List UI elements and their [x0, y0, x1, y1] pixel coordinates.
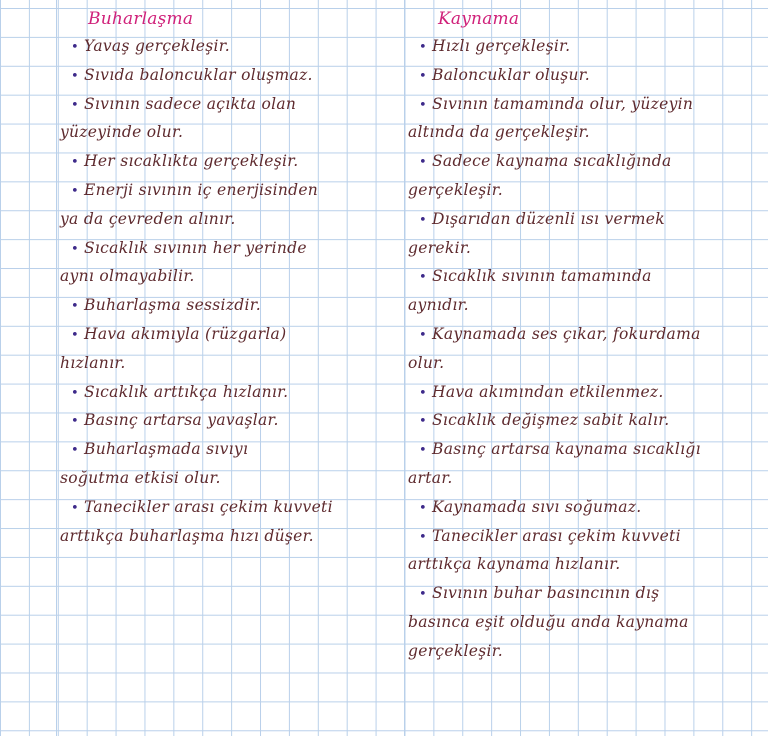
- note-text: altında da gerçekleşir.: [408, 123, 590, 142]
- bullet-item-continuation: [408, 550, 753, 579]
- note-text: Sıcaklık sıvının tamamında: [432, 267, 652, 286]
- bullet-dot-icon: •: [71, 97, 79, 113]
- note-text: Tanecikler arası çekim kuvveti: [432, 526, 681, 545]
- note-text: hızlanır.: [60, 353, 126, 372]
- bullet-dot-icon: •: [71, 443, 79, 459]
- note-text: arttıkça buharlaşma hızı düşer.: [60, 526, 314, 545]
- note-text: Sıcaklık sıvının her yerinde: [84, 238, 307, 257]
- bullet-dot-icon: •: [71, 68, 79, 84]
- bullet-item: [408, 579, 753, 608]
- note-text: Hava akımıyla (rüzgarla): [84, 324, 287, 343]
- bullet-item: [60, 291, 360, 320]
- bullet-dot-icon: •: [71, 241, 79, 257]
- bullet-dot-icon: •: [71, 414, 79, 430]
- note-text: Baloncuklar oluşur.: [432, 65, 591, 84]
- bullet-item: [60, 90, 360, 119]
- bullet-dot-icon: •: [71, 500, 79, 516]
- bullet-dot-icon: •: [71, 299, 79, 315]
- bullet-dot-icon: •: [419, 40, 427, 55]
- note-text: Sıvının buhar basıncının dış: [432, 584, 660, 603]
- bullet-item: [60, 234, 360, 263]
- bullet-item: [408, 320, 753, 349]
- note-text: aynı olmayabilir.: [60, 267, 195, 286]
- bullet-dot-icon: •: [419, 68, 427, 84]
- bullet-item-continuation: [60, 464, 360, 493]
- bullet-dot-icon: •: [419, 155, 427, 171]
- bullet-item: [408, 61, 753, 90]
- bullet-item-continuation: [60, 522, 360, 551]
- note-text: Buharlaşma sessizdir.: [84, 296, 261, 315]
- evaporation-title: Buharlaşma: [88, 9, 194, 29]
- bullet-item: [408, 522, 753, 551]
- note-text: yüzeyinde olur.: [60, 123, 184, 142]
- note-text: Sıvıda baloncuklar oluşmaz.: [84, 65, 313, 84]
- bullet-item: [60, 493, 360, 522]
- bullet-dot-icon: •: [419, 529, 427, 545]
- note-text: Hava akımından etkilenmez.: [432, 382, 664, 401]
- bullet-item: [60, 378, 360, 407]
- evaporation-list: [60, 32, 360, 550]
- bullet-dot-icon: •: [71, 183, 79, 199]
- note-text: Hızlı gerçekleşir.: [432, 37, 571, 55]
- bullet-item: [408, 262, 753, 291]
- note-text: Sıcaklık arttıkça hızlanır.: [84, 382, 289, 401]
- bullet-dot-icon: •: [71, 155, 79, 171]
- bullet-dot-icon: •: [419, 327, 427, 343]
- bullet-item: [60, 320, 360, 349]
- page-margin-line-left: [56, 0, 57, 736]
- note-text: Sıvının sadece açıkta olan: [84, 94, 297, 113]
- bullet-dot-icon: •: [419, 500, 427, 516]
- note-text: gerçekleşir.: [408, 180, 504, 199]
- note-text: aynıdır.: [408, 296, 469, 315]
- note-text: olur.: [408, 353, 445, 372]
- bullet-item: [60, 61, 360, 90]
- bullet-item: [408, 90, 753, 119]
- bullet-item: [408, 147, 753, 176]
- note-text: Sadece kaynama sıcaklığında: [432, 152, 672, 171]
- bullet-item: [408, 493, 753, 522]
- note-text: artar.: [408, 468, 453, 487]
- bullet-item-continuation: [408, 234, 753, 263]
- bullet-item-continuation: [408, 176, 753, 205]
- bullet-item-continuation: [60, 118, 360, 147]
- note-text: arttıkça kaynama hızlanır.: [408, 555, 621, 574]
- note-text: Kaynamada ses çıkar, fokurdama: [432, 324, 701, 343]
- note-text: Enerji sıvının iç enerjisinden: [84, 180, 319, 199]
- bullet-dot-icon: •: [419, 587, 427, 603]
- boiling-list: [408, 32, 753, 666]
- note-text: Kaynamada sıvı soğumaz.: [432, 497, 642, 516]
- note-text: ya da çevreden alınır.: [60, 209, 236, 228]
- evaporation-column: [60, 6, 360, 550]
- boiling-column: [408, 6, 753, 666]
- bullet-dot-icon: •: [419, 270, 427, 286]
- bullet-item-continuation: [408, 464, 753, 493]
- note-text: gerekir.: [408, 238, 472, 257]
- note-text: Basınç artarsa kaynama sıcaklığı: [432, 440, 701, 459]
- boiling-title: Kaynama: [438, 9, 520, 29]
- bullet-item: [408, 378, 753, 407]
- note-text: Sıvının tamamında olur, yüzeyin: [432, 94, 694, 113]
- bullet-dot-icon: •: [419, 443, 427, 459]
- bullet-item: [60, 176, 360, 205]
- bullet-item-continuation: [408, 118, 753, 147]
- note-text: gerçekleşir.: [408, 641, 504, 660]
- bullet-item-continuation: [60, 262, 360, 291]
- bullet-item: [60, 32, 360, 61]
- note-text: Buharlaşmada sıvıyı: [84, 440, 249, 459]
- bullet-dot-icon: •: [419, 97, 427, 113]
- bullet-item: [60, 435, 360, 464]
- bullet-item-continuation: [60, 349, 360, 378]
- bullet-dot-icon: •: [419, 385, 427, 401]
- note-text: Sıcaklık değişmez sabit kalır.: [432, 411, 670, 430]
- note-text: Basınç artarsa yavaşlar.: [84, 411, 279, 430]
- note-text: Her sıcaklıkta gerçekleşir.: [84, 152, 299, 171]
- bullet-dot-icon: •: [71, 327, 79, 343]
- note-text: Dışarıdan düzenli ısı vermek: [432, 209, 665, 228]
- note-text: basınca eşit olduğu anda kaynama: [408, 612, 689, 631]
- bullet-dot-icon: •: [71, 40, 79, 55]
- bullet-dot-icon: •: [419, 414, 427, 430]
- bullet-dot-icon: •: [419, 212, 427, 228]
- bullet-item: [60, 406, 360, 435]
- bullet-item: [408, 406, 753, 435]
- bullet-item: [60, 147, 360, 176]
- bullet-item-continuation: [408, 637, 753, 666]
- bullet-item-continuation: [408, 291, 753, 320]
- bullet-item-continuation: [60, 205, 360, 234]
- note-text: Yavaş gerçekleşir.: [84, 37, 230, 55]
- bullet-item-continuation: [408, 608, 753, 637]
- bullet-item-continuation: [408, 349, 753, 378]
- bullet-item: [408, 435, 753, 464]
- bullet-item: [408, 32, 753, 61]
- note-text: Tanecikler arası çekim kuvveti: [84, 497, 333, 516]
- note-text: soğutma etkisi olur.: [60, 468, 221, 487]
- bullet-item: [408, 205, 753, 234]
- bullet-dot-icon: •: [71, 385, 79, 401]
- page-margin-line-middle: [404, 0, 405, 736]
